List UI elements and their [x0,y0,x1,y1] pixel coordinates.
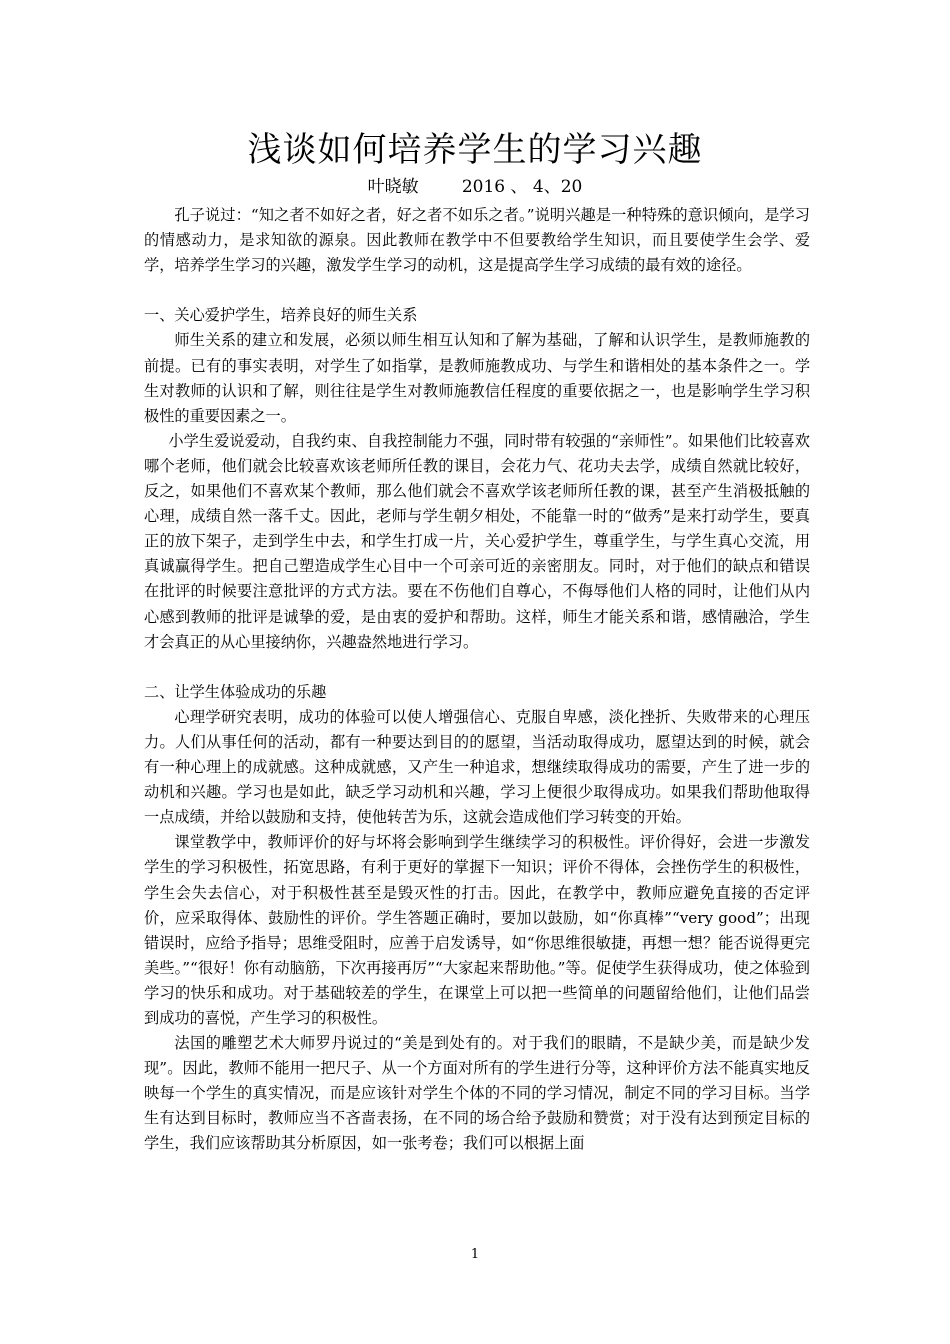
paragraph-gap [144,278,810,303]
page-number: 1 [470,1247,480,1262]
section-2-paragraph-2: 课堂教学中，教师评价的好与坏将会影响到学生继续学习的积极性。评价得好，会进一步激发学生的学习积极性，拓宽思路，有利于更好的掌握下一知识；评价不得体，会挫伤学生的积极性，学生会失去信心，对于积极性甚至是毁灭性的打击。因此，在教学中，教师应避免直接的否定评价，应采取得体、鼓励性的评价。学生答题正确时，要加以鼓励，如“你真棒”“very good”；出现错误时，应给予指导；思维受阻时，应善于启发诱导，如“你思维很敏捷，再想一想？能否说得更完美些。”“很好！你有动脑筋，下次再接再厉”“大家起来帮助他。”等。促使学生获得成功，使之体验到学习的快乐和成功。对于基础较差的学生，在课堂上可以把一些简单的问题留给他们，让他们品尝到成功的喜悦，产生学习的积极性。 [144,833,810,1027]
paragraph-gap [144,655,810,680]
section-2-paragraph-3: 法国的雕塑艺术大师罗丹说过的“美是到处有的。对于我们的眼睛，不是缺少美，而是缺少发现”。因此，教师不能用一把尺子、从一个方面对所有的学生进行分等，这种评价方法不能真实地反映每一个学生的真实情况，而是应该针对学生个体的不同的学习情况，制定不同的学习目标。当学生有达到目标时，教师应当不吝啬表扬，在不同的场合给予鼓励和赞赏；对于没有达到预定目标的学生，我们应该帮助其分析原因，如一张考卷；我们可以根据上面 [144,1034,810,1153]
intro-paragraph: 孔子说过：“知之者不如好之者，好之者不如乐之者。”说明兴趣是一种特殊的意识倾向，是学习的情感动力，是求知欲的源泉。因此教师在教学中不但要教给学生知识，而且要使学生会学、爱学，培养学生学习的兴趣，激发学生学习的动机，这是提高学生学习成绩的最有效的途径。 [144,206,810,275]
section-2-paragraph-1: 心理学研究表明，成功的体验可以使人增强信心、克服自卑感，淡化挫折、失败带来的心理压力。人们从事任何的活动，都有一种要达到目的的愿望，当活动取得成功，愿望达到的时候，就会有一种心理上的成就感。这种成就感，又产生一种追求，想继续取得成功的需要，产生了进一步的动机和兴趣。学习也是如此，缺乏学习动机和兴趣，学习上便很少取得成功。如果我们帮助他取得一点成绩，并给以鼓励和支持，使他转苦为乐，这就会造成他们学习转变的开始。 [144,707,810,827]
document-title: 浅谈如何培养学生的学习兴趣 [247,130,703,170]
section-1-paragraph-1: 师生关系的建立和发展，必须以师生相互认知和了解为基础，了解和认识学生，是教师施教的前提。已有的事实表明，对学生了如指掌，是教师施教成功、与学生和谐相处的基本条件之一。学生对教师的认识和了解，则往往是学生对教师施教信任程度的重要依据之一，也是影响学生学习积极性的重要因素之一。 [144,331,810,425]
section-2-heading: 二、让学生体验成功的乐趣 [144,682,327,701]
author-date-line: 叶晓敏 2016 、 4、20 [367,177,583,197]
section-1-paragraph-2: 小学生爱说爱动，自我约束、自我控制能力不强，同时带有较强的“亲师性”。如果他们比较喜欢哪个老师，他们就会比较喜欢该老师所任教的课目，会花力气、花功夫去学，成绩自然就比较好，反之，如果他们不喜欢某个教师，那么他们就会不喜欢学该老师所任教的课，甚至产生消极抵触的心理，成绩自然一落千丈。因此，老师与学生朝夕相处，不能靠一时的“做秀”是来打动学生，要真正的放下架子，走到学生中去，和学生打成一片，关心爱护学生，尊重学生，与学生真心交流，用真诚赢得学生。把自己塑造成学生心目中一个可亲可近的亲密朋友。同时，对于他们的缺点和错误在批评的时候要注意批评的方式方法。要在不伤他们自尊心，不侮辱他们人格的同时，让他们从内心感到教师的批评是诚挚的爱，是由衷的爱护和帮助。这样，师生才能关系和谐，感情融洽，学生才会真正的从心里接纳你，兴趣盎然地进行学习。 [144,431,810,651]
document-body [144,203,810,1157]
section-1-heading: 一、关心爱护学生，培养良好的师生关系 [144,306,418,325]
